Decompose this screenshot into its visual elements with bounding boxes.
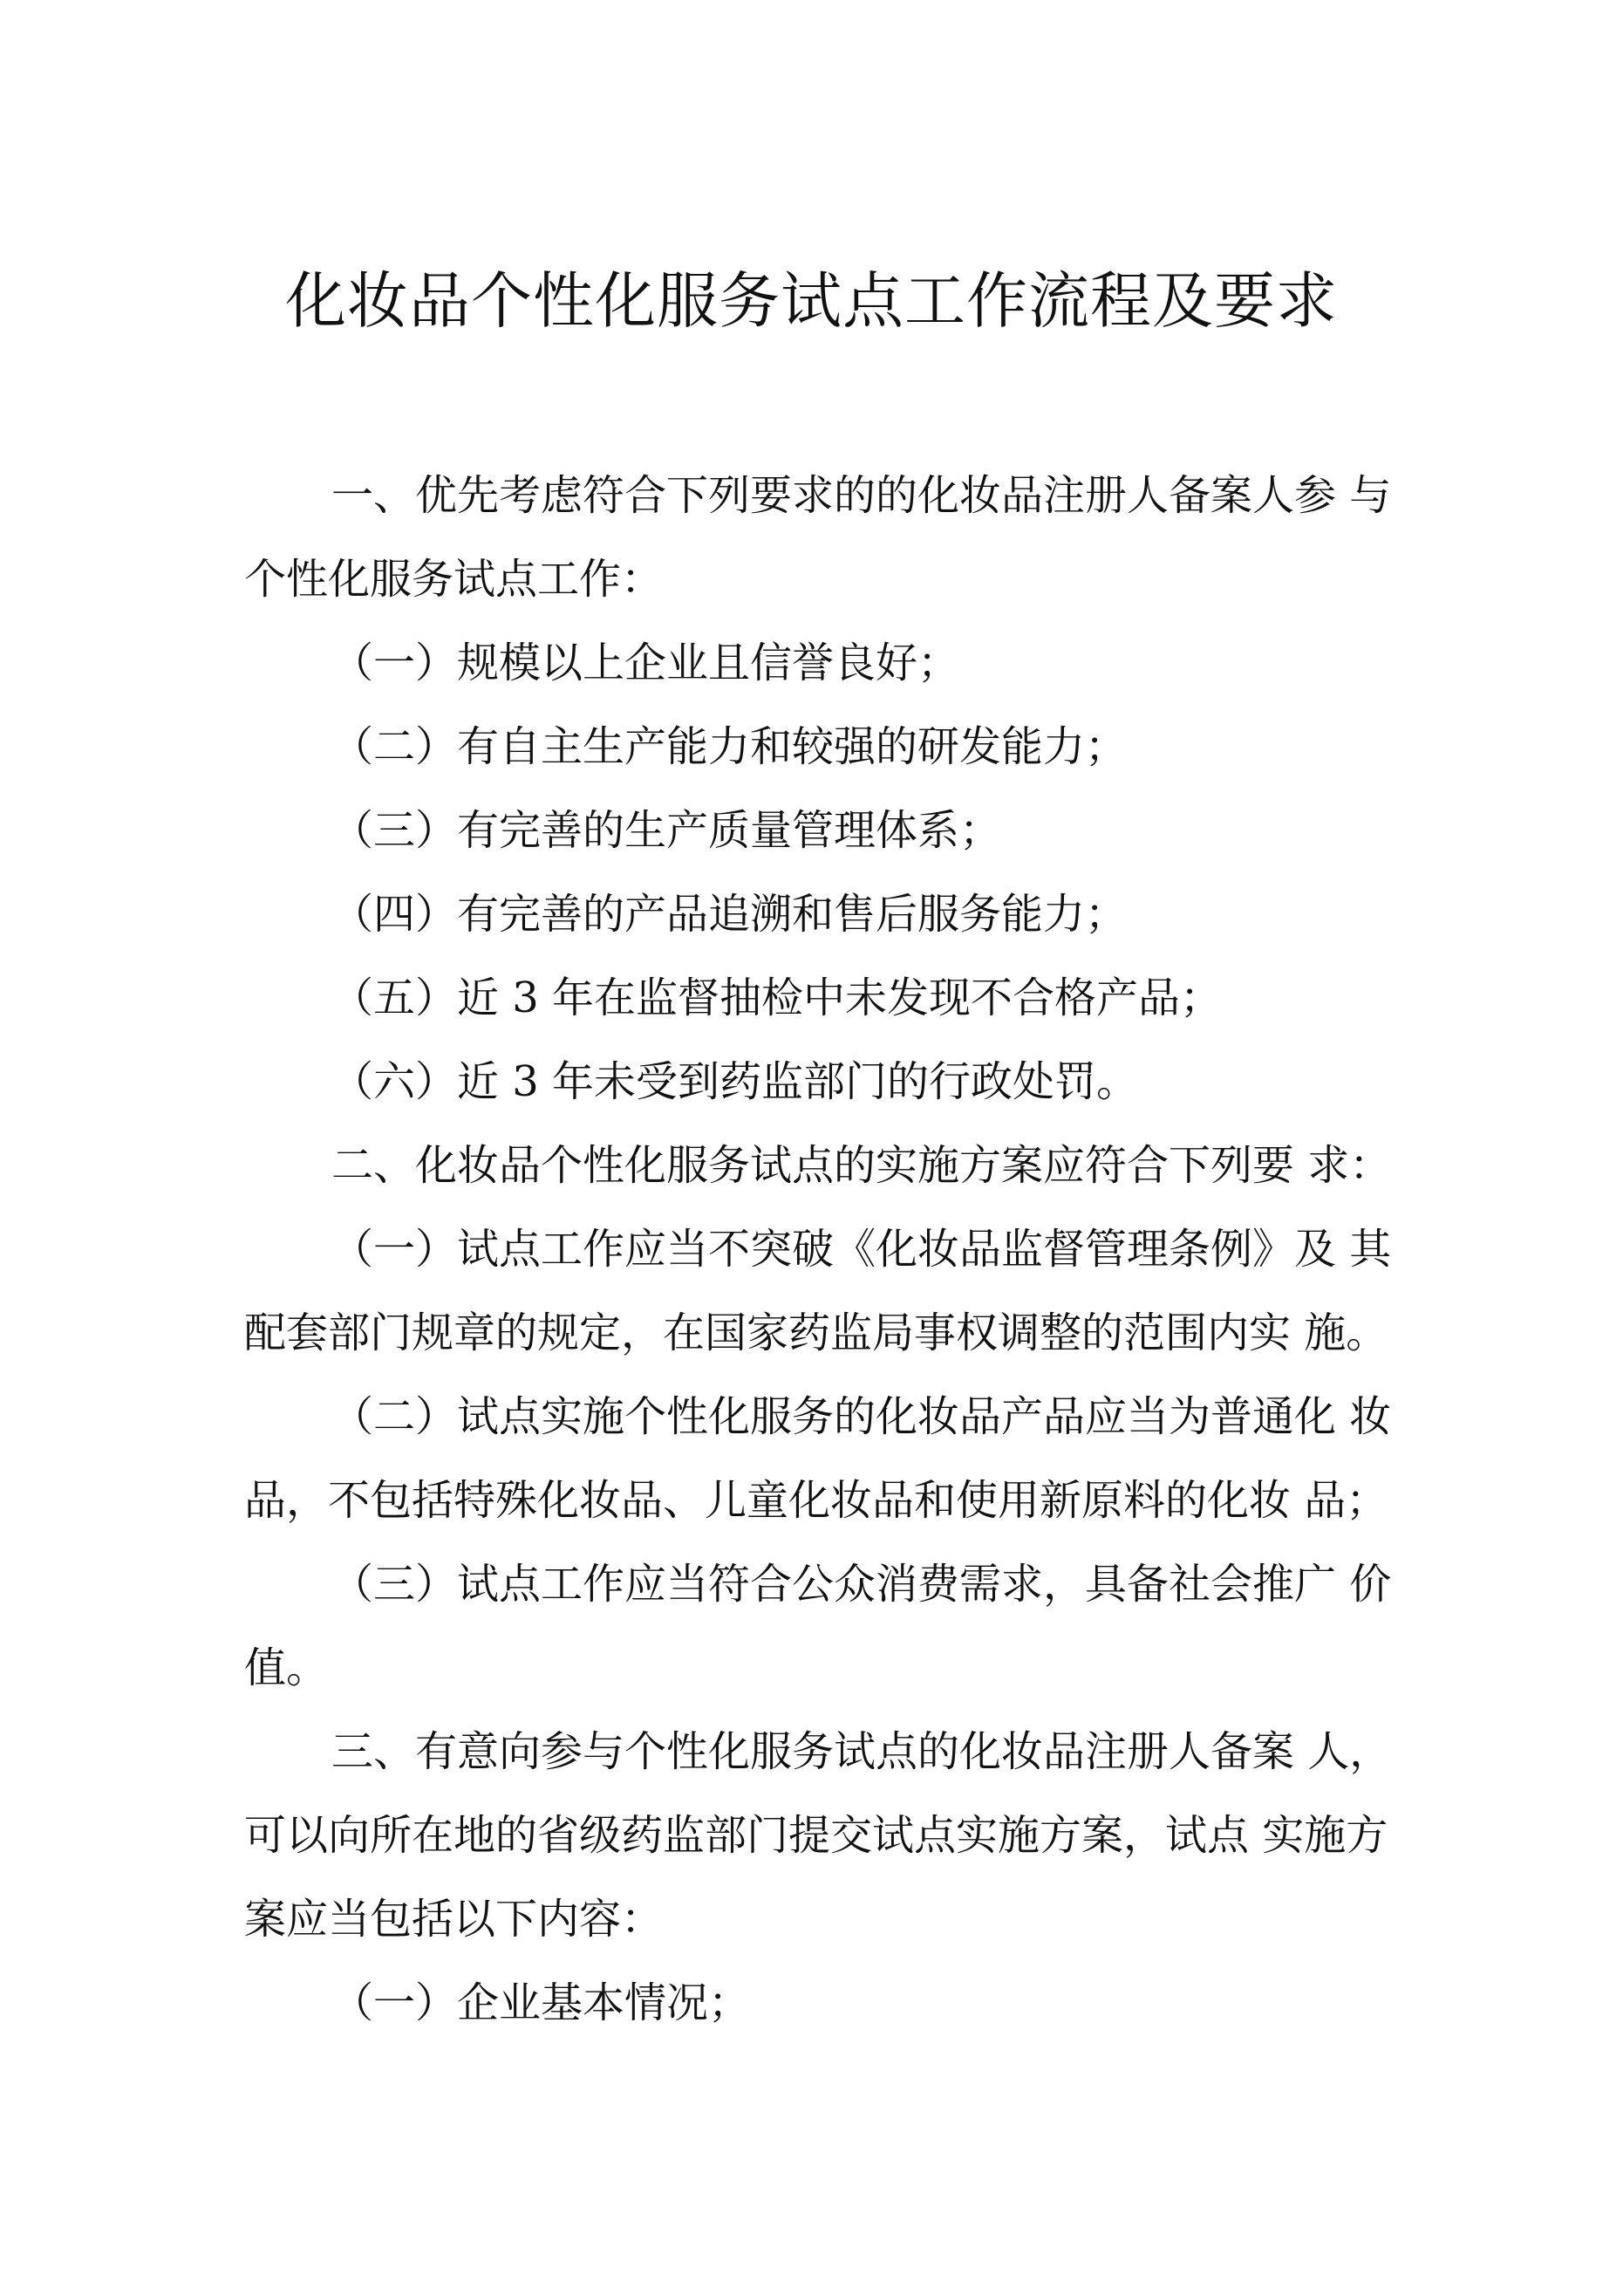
paragraph-line: 配套部门规章的规定，在国家药监局事权调整的范围内实 施。 <box>244 1309 1388 1357</box>
document-body <box>244 454 1392 2045</box>
paragraph-line: （五）近 3 年在监督抽检中未发现不合格产品； <box>331 974 1223 1022</box>
paragraph-line: 值。 <box>244 1643 329 1692</box>
paragraph-line: 个性化服务试点工作： <box>244 555 664 604</box>
paragraph-line: （二）有自主生产能力和较强的研发能力； <box>331 722 1128 771</box>
document-title: 化妆品个性化服务试点工作流程及要求 <box>285 265 1338 337</box>
paragraph-line: （三）试点工作应当符合公众消费需求，具备社会推广 价 <box>331 1560 1392 1609</box>
paragraph-line: （一）规模以上企业且信誉良好； <box>331 639 960 687</box>
paragraph-line: （三）有完善的生产质量管理体系； <box>331 806 1002 855</box>
paragraph-line: 品，不包括特殊化妆品、儿童化妆品和使用新原料的化妆 品； <box>244 1476 1388 1525</box>
paragraph-line: （一）企业基本情况； <box>331 1978 751 2027</box>
paragraph-line: （六）近 3 年未受到药监部门的行政处罚。 <box>331 1057 1139 1106</box>
paragraph-line: （二）试点实施个性化服务的化妆品产品应当为普通化 妆 <box>331 1392 1392 1441</box>
paragraph-line: （一）试点工作应当不突破《化妆品监督管理条例》及 其 <box>331 1225 1392 1274</box>
paragraph-line: （四）有完善的产品追溯和售后服务能力； <box>331 890 1128 939</box>
paragraph-line: 可以向所在地的省级药监部门提交试点实施方案，试点 实施方 <box>244 1811 1388 1860</box>
paragraph-line: 一、优先考虑符合下列要求的的化妆品注册人备案人参 与 <box>331 471 1392 520</box>
paragraph-line: 案应当包括以下内容： <box>244 1895 664 1944</box>
paragraph-line: 二、化妆品个性化服务试点的实施方案应符合下列要 求： <box>331 1141 1392 1190</box>
paragraph-line: 三、有意向参与个性化服务试点的化妆品注册人备案 人， <box>331 1727 1392 1776</box>
